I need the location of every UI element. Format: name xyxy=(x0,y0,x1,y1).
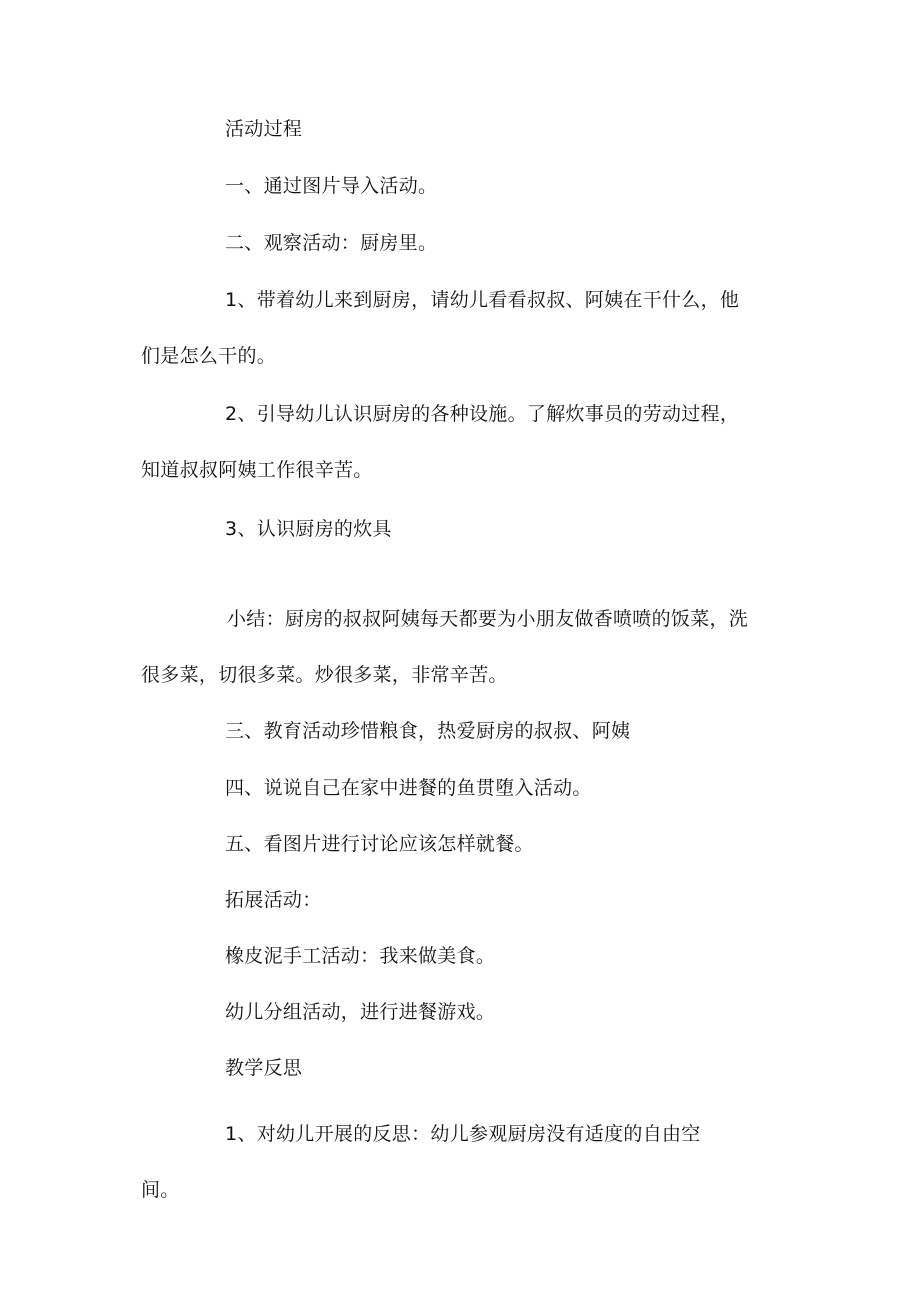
summary-line: 小结：厨房的叔叔阿姨每天都要为小朋友做香喷喷的饭菜，洗 xyxy=(227,608,749,630)
paragraph-line: 3、认识厨房的炊具 xyxy=(225,518,392,540)
heading-teaching-reflection: 教学反思 xyxy=(225,1057,303,1079)
paragraph-line: 间。 xyxy=(141,1179,180,1201)
paragraph-line: 五、看图片进行讨论应该怎样就餐。 xyxy=(225,833,534,855)
heading-extension-activity: 拓展活动： xyxy=(225,889,322,911)
paragraph-line: 三、教育活动珍惜粮食，热爱厨房的叔叔、阿姨 xyxy=(225,720,631,742)
paragraph-line: 橡皮泥手工活动：我来做美食。 xyxy=(225,945,496,967)
paragraph-line: 1、对幼儿开展的反思：幼儿参观厨房没有适度的自由空 xyxy=(225,1123,701,1145)
paragraph-line: 们是怎么干的。 xyxy=(141,345,277,367)
paragraph-line: 2、引导幼儿认识厨房的各种设施。了解炊事员的劳动过程， xyxy=(225,403,740,425)
paragraph-line: 一、通过图片导入活动。 xyxy=(225,175,438,197)
summary-line: 很多菜，切很多菜。炒很多菜，非常辛苦。 xyxy=(141,664,508,686)
heading-activity-process: 活动过程 xyxy=(225,118,303,140)
paragraph-line: 知道叔叔阿姨工作很辛苦。 xyxy=(141,459,373,481)
paragraph-line: 二、观察活动：厨房里。 xyxy=(225,232,438,254)
paragraph-line: 四、说说自己在家中进餐的鱼贯堕入活动。 xyxy=(225,777,592,799)
paragraph-line: 幼儿分组活动，进行进餐游戏。 xyxy=(225,1001,496,1023)
paragraph-line: 1、带着幼儿来到厨房，请幼儿看看叔叔、阿姨在干什么，他 xyxy=(225,289,740,311)
